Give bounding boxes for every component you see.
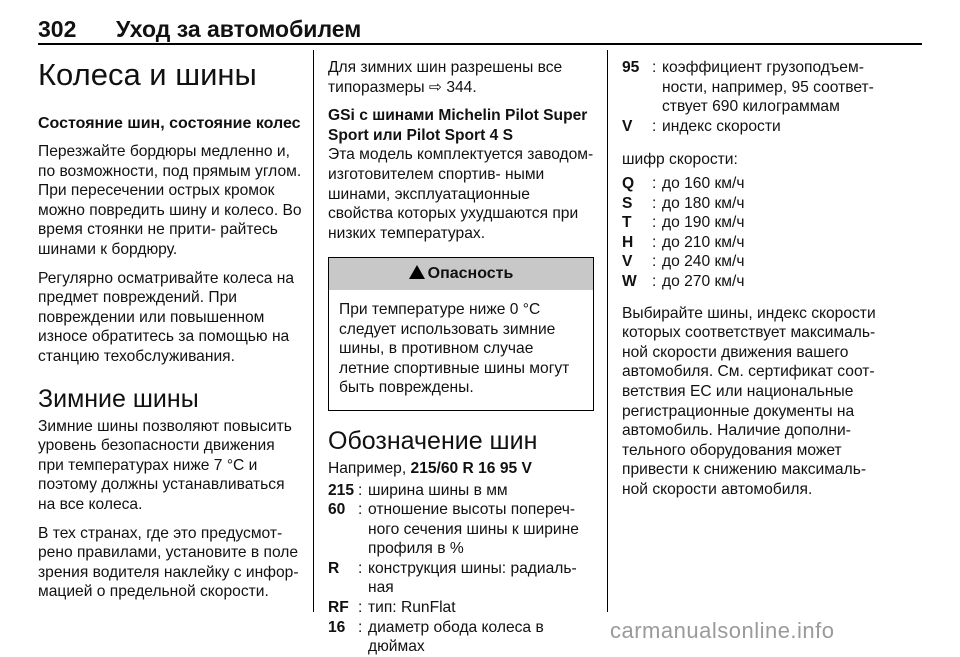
def-key: V	[622, 117, 633, 135]
paragraph-curbs: Перезжайте бордюры медленно и, по возможности, под прямым углом. При пересечении острых кромок можно повредить шину и колесо. Во время стоянки не прити- райтесь шинами к бордюру.	[38, 143, 302, 258]
def-key: 95	[622, 59, 640, 76]
speed-key: H	[622, 233, 634, 251]
def-key: 215	[328, 481, 355, 499]
def-value: конструкция шины: радиаль- ная	[368, 559, 577, 597]
speed-code-label: шифр скорости:	[622, 151, 738, 169]
warning-triangle-icon	[409, 265, 425, 279]
winter-sizes-text: Для зимних шин разрешены все типоразмеры	[328, 59, 563, 96]
def-value: индекс скорости	[662, 117, 781, 135]
heading-winter-tyres: Зимние шины	[38, 384, 199, 413]
load-speed-definitions: 95 : коэффициент грузоподъем- ности, например, 95 соответ- ствует 690 килограммам V : индекс скорости	[622, 58, 890, 136]
page-ref-arrow-icon[interactable]: ⇨	[428, 78, 442, 96]
paragraph-winter-sizes	[328, 58, 594, 97]
speed-key: W	[622, 272, 637, 290]
example-label: Например,	[328, 459, 407, 477]
running-title: Уход за автомобилем	[116, 16, 362, 42]
speed-value: до 240 км/ч	[662, 253, 745, 271]
def-key: R	[328, 559, 340, 577]
column-1	[38, 58, 303, 611]
def-key: 60	[328, 501, 346, 519]
subsection-heading-condition: Состояние шин, состояние колес	[38, 115, 301, 132]
example-value: 215/60 R 16 95 V	[410, 459, 532, 477]
paragraph-speed-sticker: В тех странах, где это предусмот- рено правилами, установите в поле зрения водителя наклейку с инфор- мацией о предельной скорости.	[38, 524, 299, 601]
column-3	[622, 58, 890, 508]
column-divider-1	[313, 50, 314, 612]
paragraph-winter-tyres: Зимние шины позволяют повысить уровень безопасности движения при температурах ниже 7 °C и поэтому должны устанавливаться на все колеса.	[38, 417, 292, 513]
def-value: ширина шины в мм	[368, 481, 508, 499]
header-rule	[38, 43, 922, 45]
paragraph-speed-selection: Выбирайте шины, индекс скорости которых соответствует максималь- ной скорости движения вашего автомобиля. См. сертификат соот- ветствия ЕС или национальные регистрационные документы на автомобиль. Наличие дополни- тельного оборудования может привести к снижению максималь- ной скорости автомобиля.	[622, 304, 876, 498]
speed-value: до 180 км/ч	[662, 194, 745, 212]
watermark: carmanualsonline.info	[610, 618, 835, 643]
heading-designation: Обозначение шин	[328, 426, 538, 455]
def-value: тип: RunFlat	[368, 599, 456, 617]
section-heading: Колеса и шины	[38, 57, 257, 92]
speed-key: V	[622, 253, 633, 271]
gsi-heading: GSi с шинами Michelin Pilot Super Sport или Pilot Sport 4 S	[328, 107, 588, 144]
def-value: отношение высоты попереч- ного сечения шины к ширине профиля в %	[368, 501, 579, 558]
page-number: 302	[38, 16, 77, 42]
def-value: диаметр обода колеса в дюймах	[368, 618, 544, 656]
speed-value: до 210 км/ч	[662, 233, 745, 251]
speed-codes: Q : до 160 км/ч S : до 180 км/ч T : до 190 км/ч H : до 210 км/ч V : до 240 км/ч W : до 270 км/ч	[622, 174, 890, 292]
paragraph-gsi: Эта модель комплектуется заводом-изготовителем спортив- ными шинами, эксплуатационные свойства которых ухудшаются при низких температурах.	[328, 146, 594, 242]
paragraph-inspection: Регулярно осматривайте колеса на предмет повреждений. При повреждении или повышенном износе обратитесь за помощью на станцию техобслуживания.	[38, 269, 295, 365]
page-header	[38, 8, 918, 48]
danger-text: При температуре ниже 0 °C следует использовать зимние шины, в противном случае летние спортивные шины могут быть повреждены.	[339, 300, 570, 397]
example-line	[328, 459, 594, 479]
page-ref-link[interactable]: 344.	[446, 78, 477, 96]
speed-value: до 190 км/ч	[662, 214, 745, 232]
column-divider-2	[607, 50, 608, 612]
speed-value: до 270 км/ч	[662, 272, 745, 290]
designation-definitions: 215 : ширина шины в мм 60 : отношение высоты попереч- ного сечения шины к ширине профиля в % R : конструкция шины: радиаль- ная RF : тип: RunFlat 16 : диаметр обода колеса в дюймах	[328, 481, 594, 657]
danger-box	[328, 257, 594, 411]
danger-title: Опасность	[427, 265, 514, 283]
def-value: коэффициент грузоподъем- ности, например, 95 соответ- ствует 690 килограммам	[662, 59, 874, 116]
def-key: 16	[328, 618, 346, 636]
speed-key: T	[622, 214, 632, 232]
speed-key: Q	[622, 174, 635, 192]
column-2	[328, 58, 594, 657]
speed-key: S	[622, 194, 633, 212]
danger-header	[329, 258, 593, 290]
def-key: RF	[328, 599, 349, 617]
speed-value: до 160 км/ч	[662, 174, 745, 192]
